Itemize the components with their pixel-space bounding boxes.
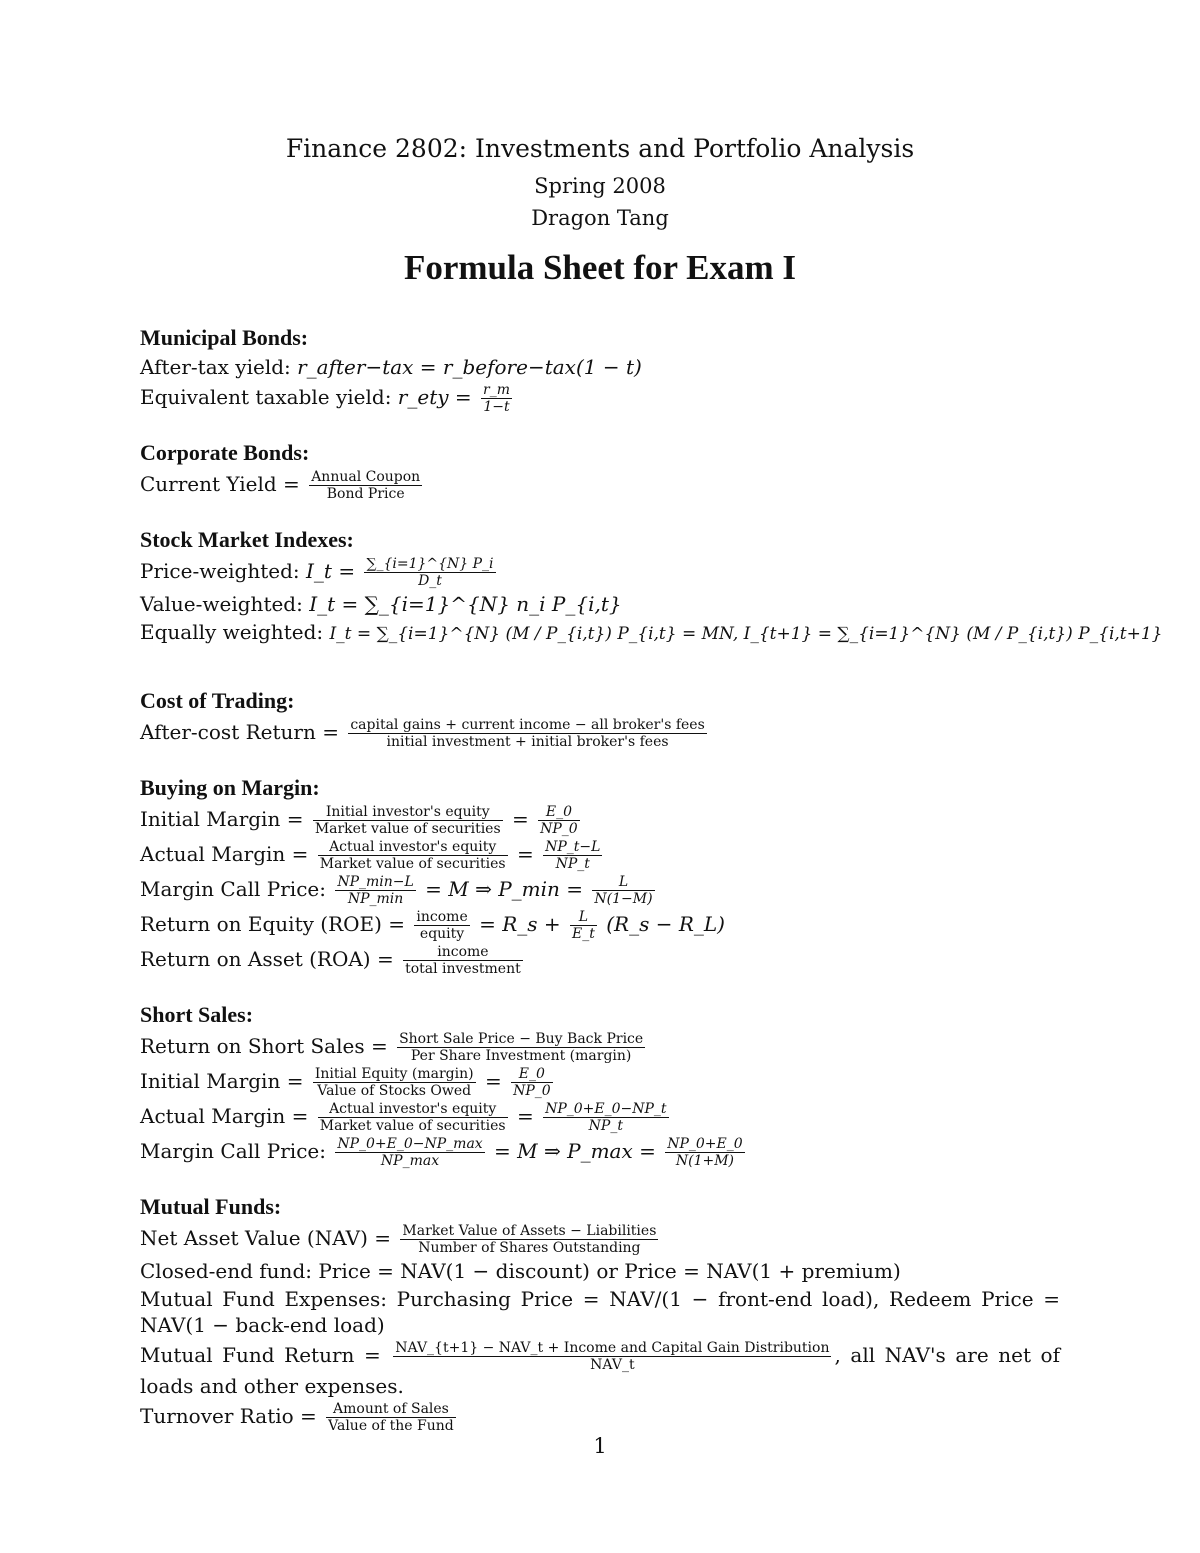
formula-label: Return on Short Sales = <box>140 1034 388 1058</box>
formula-turnover-ratio <box>140 1401 1060 1434</box>
denominator: Market value of securities <box>319 856 506 872</box>
fraction <box>313 1066 476 1099</box>
section-municipal-bonds <box>140 324 1060 415</box>
formula-initial-margin <box>140 804 1060 837</box>
denominator: initial investment + initial broker's fees <box>386 734 669 750</box>
numerator: r_m <box>483 382 510 398</box>
formula-equivalent-taxable-yield <box>140 382 1060 415</box>
formula-net-asset-value <box>140 1223 1060 1256</box>
fraction <box>570 909 597 942</box>
section-short-sales <box>140 1001 1060 1169</box>
section-title: Municipal Bonds: <box>140 325 309 350</box>
formula-return-on-asset <box>140 944 1060 977</box>
formula-label: Return on Asset (ROA) = <box>140 947 394 971</box>
denominator: Market value of securities <box>319 1118 506 1134</box>
numerator: E_0 <box>511 1066 553 1083</box>
numerator: L <box>592 874 654 891</box>
denominator: D_t <box>418 573 442 589</box>
fraction <box>318 839 508 872</box>
numerator: NP_0+E_0−NP_t <box>545 1101 667 1117</box>
numerator: NP_0+E_0 <box>667 1136 743 1152</box>
formula-label: Initial Margin = <box>140 1069 304 1093</box>
formula-middle: = M ⇒ P_min = <box>425 877 584 901</box>
equals-sign: = <box>484 1069 502 1093</box>
formula-label: Net Asset Value (NAV) = <box>140 1226 392 1250</box>
denominator: NP_max <box>380 1153 440 1169</box>
formula-actual-margin <box>140 839 1060 872</box>
formula-content <box>140 324 1163 1458</box>
section-title: Corporate Bonds: <box>140 440 310 465</box>
numerator: L <box>570 909 597 926</box>
formula-middle: = R_s + <box>479 912 561 936</box>
numerator: E_0 <box>538 804 580 821</box>
numerator: capital gains + current income − all broker's fees <box>350 717 705 733</box>
formula-label: Equivalent taxable yield: <box>140 385 392 409</box>
formula-label: Mutual Fund Return = <box>140 1343 381 1367</box>
fraction <box>414 909 469 942</box>
formula-label: After-cost Return = <box>140 720 339 744</box>
fraction <box>313 804 503 837</box>
section-title: Mutual Funds: <box>140 1194 282 1219</box>
denominator: Value of the Fund <box>328 1418 454 1434</box>
formula-label: Return on Equity (ROE) = <box>140 912 406 936</box>
numerator: income <box>416 909 468 925</box>
formula-label: Margin Call Price: <box>140 1139 326 1163</box>
formula-expression: I_t = ∑_{i=1}^{N} n_i P_{i,t} <box>309 592 622 616</box>
numerator: ∑_{i=1}^{N} P_i <box>366 556 494 572</box>
fraction <box>397 1031 645 1064</box>
formula-mutual-fund-return <box>140 1340 1060 1399</box>
section-cost-of-trading <box>140 687 1060 750</box>
formula-after-tax-yield <box>140 354 1060 380</box>
numerator: Annual Coupon <box>311 469 421 485</box>
formula-mutual-fund-expenses: Mutual Fund Expenses: Purchasing Price = NAV/(1 − front-end load), Redeem Price = NAV(1 − back-end load) <box>140 1287 1060 1337</box>
numerator: NP_0+E_0−NP_max <box>337 1136 483 1152</box>
equals-sign: = <box>516 842 534 866</box>
fraction <box>364 556 495 589</box>
formula-label: Price-weighted: <box>140 559 300 583</box>
formula-return-on-short-sales <box>140 1031 1060 1064</box>
page-number: 1 <box>593 1434 607 1458</box>
denominator: equity <box>419 926 465 942</box>
denominator: Market value of securities <box>314 821 501 837</box>
author: Dragon Tang <box>531 206 669 230</box>
denominator: E_t <box>572 926 595 942</box>
numerator: Actual investor's equity <box>318 839 508 856</box>
formula-closed-end-fund: Closed-end fund: Price = NAV(1 − discount) or Price = NAV(1 + premium) <box>140 1259 901 1283</box>
numerator: Amount of Sales <box>326 1401 456 1418</box>
formula-lhs: I_t = <box>306 559 356 583</box>
fraction <box>543 1101 668 1134</box>
formula-label: Equally weighted: <box>140 620 324 644</box>
fraction <box>400 1223 658 1256</box>
fraction <box>348 717 706 750</box>
fraction <box>326 1401 456 1434</box>
fraction <box>543 839 602 872</box>
formula-label: Margin Call Price: <box>140 877 326 901</box>
formula-label: Turnover Ratio = <box>140 1404 317 1428</box>
numerator: NP_min−L <box>337 874 414 890</box>
formula-initial-margin <box>140 1066 1060 1099</box>
formula-price-weighted <box>140 556 1060 589</box>
document-title: Formula Sheet for Exam I <box>403 248 797 287</box>
formula-current-yield <box>140 469 1060 502</box>
formula-expression: r_after−tax = r_before−tax(1 − t) <box>297 355 642 379</box>
denominator: NP_t <box>588 1118 623 1134</box>
fraction <box>335 1136 484 1169</box>
formula-actual-margin <box>140 1101 1060 1134</box>
fraction <box>403 944 523 977</box>
formula-equally-weighted <box>140 619 1163 647</box>
denominator: Number of Shares Outstanding <box>418 1240 641 1256</box>
fraction <box>511 1066 553 1099</box>
formula-label: Actual Margin = <box>140 1104 309 1128</box>
formula-label: Current Yield = <box>140 472 300 496</box>
denominator: total investment <box>405 961 521 977</box>
fraction <box>335 874 415 907</box>
fraction <box>592 874 654 907</box>
formula-label: Value-weighted: <box>140 592 303 616</box>
section-title: Stock Market Indexes: <box>140 527 354 552</box>
formula-tail: (R_s − R_L) <box>606 912 725 936</box>
section-title: Short Sales: <box>140 1002 254 1027</box>
numerator: income <box>403 944 523 961</box>
denominator: NAV_t <box>590 1357 635 1373</box>
formula-label: Actual Margin = <box>140 842 309 866</box>
numerator: Initial investor's equity <box>313 804 503 821</box>
section-buying-on-margin <box>140 774 1060 977</box>
fraction <box>665 1136 744 1169</box>
formula-value-weighted <box>140 591 1060 617</box>
formula-return-on-equity <box>140 909 1060 942</box>
denominator: Per Share Investment (margin) <box>410 1048 632 1064</box>
numerator: NP_t−L <box>545 839 601 855</box>
fraction <box>538 804 580 837</box>
section-title: Buying on Margin: <box>140 775 320 800</box>
denominator: Bond Price <box>326 486 405 502</box>
term: Spring 2008 <box>534 174 666 198</box>
section-stock-market-indexes <box>140 526 1163 647</box>
denominator: Value of Stocks Owed <box>317 1083 472 1099</box>
fraction <box>309 469 422 502</box>
numerator: Short Sale Price − Buy Back Price <box>399 1031 644 1047</box>
fraction <box>393 1340 831 1373</box>
numerator: NAV_{t+1} − NAV_t + Income and Capital Gain Distribution <box>395 1340 830 1356</box>
denominator: NP_0 <box>513 1083 551 1099</box>
course-title: Finance 2802: Investments and Portfolio Analysis <box>285 134 915 163</box>
formula-label: Initial Margin = <box>140 807 304 831</box>
fraction <box>481 382 512 415</box>
numerator: Market Value of Assets − Liabilities <box>402 1223 657 1239</box>
equals-sign: = <box>512 807 529 831</box>
section-mutual-funds <box>140 1193 1060 1434</box>
equals-sign: = <box>516 1104 534 1128</box>
formula-margin-call-price <box>140 1136 1060 1169</box>
formula-expression: I_t = ∑_{i=1}^{N} (M / P_{i,t}) P_{i,t} = MN, I_{t+1} = ∑_{i=1}^{N} (M / P_{i,t}) P_{i,t+1} <box>329 624 1163 644</box>
formula-middle: = M ⇒ P_max = <box>494 1139 656 1163</box>
fraction <box>318 1101 508 1134</box>
numerator: Initial Equity (margin) <box>314 1066 474 1082</box>
formula-margin-call-price <box>140 874 1060 907</box>
denominator: 1−t <box>483 399 510 415</box>
section-title: Cost of Trading: <box>140 688 295 713</box>
formula-note: , all NAV's are net of loads and other expenses. <box>140 1343 1061 1398</box>
denominator: NP_t <box>555 856 590 872</box>
formula-lhs: r_ety = <box>397 385 472 409</box>
formula-after-cost-return <box>140 717 1060 750</box>
denominator: N(1−M) <box>594 891 653 907</box>
denominator: N(1+M) <box>675 1153 735 1169</box>
section-corporate-bonds <box>140 439 1060 502</box>
formula-label: After-tax yield: <box>140 355 291 379</box>
numerator: Actual investor's equity <box>318 1101 508 1118</box>
denominator: NP_min <box>347 891 404 907</box>
denominator: NP_0 <box>540 821 578 837</box>
